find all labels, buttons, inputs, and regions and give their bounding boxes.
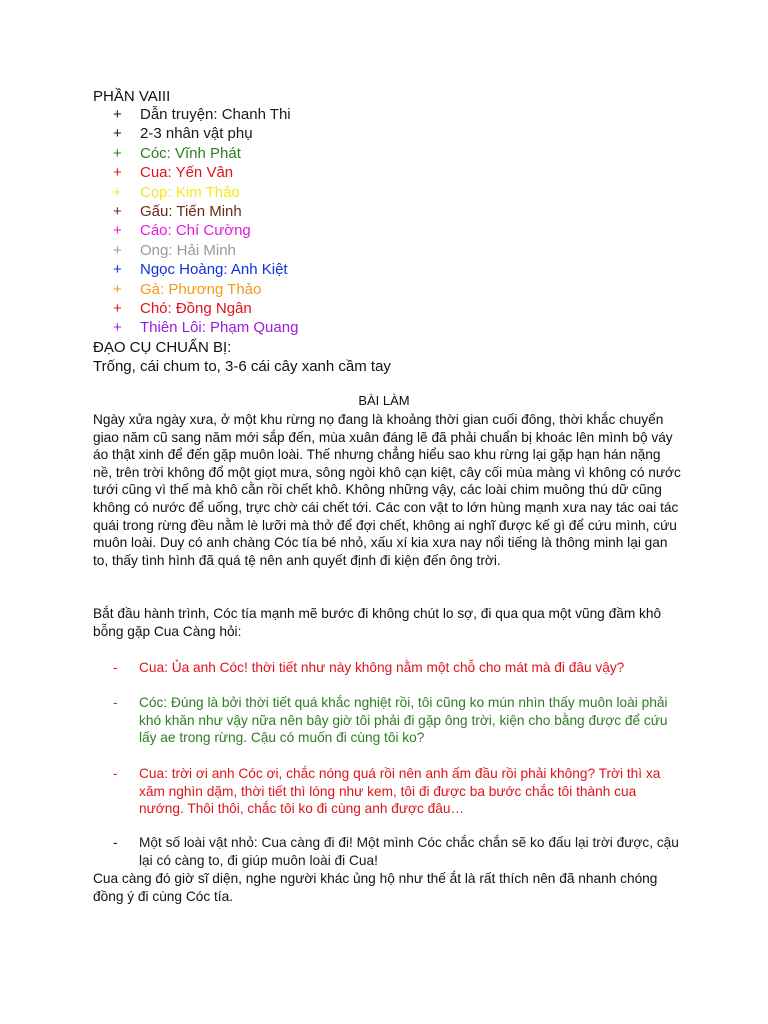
cast-text: Cóc: Vĩnh Phát xyxy=(140,144,241,162)
dash-bullet: - xyxy=(113,835,118,850)
paragraph-intro: Ngày xửa ngày xưa, ở một khu rừng nọ đang là khoảng thời gian cuối đông, thời khắc chuyển giao năm cũ sang năm mới sắp đến, mùa xuân đáng lẽ đã phải chuẩn bị khoác lên mình bộ váy áo thật xinh để đến gặp muôn loài. Thế nhưng chẳng hiểu sao khu rừng lại gặp hạn hán nặng nề, trên trời không đổ một giọt mưa, sông ngòi khô cạn kiệt, cây cối mùa màng vì không có nước tưới cũng vì thế mà khô cằn rồi chết khô. Không những vậy, các loài chim muông thú dữ cũng không có nước để uống, trực chờ cái chết tới. Các con vật to lớn hùng mạnh xưa nay tác oai tác quái trong rừng đều nằm lè lưỡi mà thở để đợi chết, không ai nghĩ được kế gì để cứu mình, cứu muôn loài. Duy có anh chàng Cóc tía bé nhỏ, xấu xí kia xưa nay nổi tiếng là thông minh lại gan to, thấy tình hình đã quá tệ nên anh quyết định đi kiện đến ông trời. xyxy=(93,412,681,568)
cast-item xyxy=(113,241,298,260)
dash-bullet: - xyxy=(113,660,118,675)
bullet-plus: + xyxy=(113,280,122,298)
cast-text: Chó: Đồng Ngân xyxy=(140,300,252,318)
dialogue-item xyxy=(113,834,683,869)
cast-text: Cọp: Kim Thảo xyxy=(140,183,240,201)
cast-text: Thiên Lôi: Phạm Quang xyxy=(140,319,299,337)
cast-item xyxy=(113,163,298,182)
dialogue-item xyxy=(113,694,683,747)
bullet-plus: + xyxy=(113,300,122,318)
dialogue-text: Cua: Ủa anh Cóc! thời tiết như này không nằm một chỗ cho mát mà đi đâu vậy? xyxy=(139,660,625,675)
cast-list xyxy=(113,105,298,338)
cast-item xyxy=(113,318,298,337)
paragraph-journey: Bắt đầu hành trình, Cóc tía mạnh mẽ bước đi không chút lo sợ, đi qua qua một vũng đầm khô bỗng gặp Cua Càng hỏi: xyxy=(93,606,662,639)
bullet-plus: + xyxy=(113,222,122,240)
cast-item xyxy=(113,260,298,279)
cast-item xyxy=(113,144,298,163)
cast-text: Gà: Phương Thảo xyxy=(140,280,262,298)
cast-item xyxy=(113,105,298,124)
dash-bullet: - xyxy=(113,695,118,710)
bullet-plus: + xyxy=(113,203,122,221)
cast-text: Dẫn truyện: Chanh Thi xyxy=(140,106,291,123)
dialogue-item xyxy=(113,659,683,677)
part-title: PHẦN VAIII xyxy=(93,88,171,105)
cast-text: Cua: Yến Vân xyxy=(140,164,234,182)
paragraph-agreement: Cua càng đó giờ sĩ diện, nghe người khác ủng hộ như thế ắt là rất thích nên đã nhanh chóng đồng ý đi cùng Cóc tía. xyxy=(93,871,658,904)
bullet-plus: + xyxy=(113,106,122,123)
cast-item xyxy=(113,221,298,240)
props-text: Trống, cái chum to, 3-6 cái cây xanh cầm tay xyxy=(93,358,391,375)
dash-bullet: - xyxy=(113,766,118,781)
cast-text: Ong: Hải Minh xyxy=(140,241,236,259)
bullet-plus: + xyxy=(113,261,122,279)
cast-item xyxy=(113,202,298,221)
cast-text: 2-3 nhân vật phụ xyxy=(140,125,253,143)
bullet-plus: + xyxy=(113,144,122,162)
dialogue-item xyxy=(113,765,683,818)
cast-text: Cáo: Chí Cường xyxy=(140,222,251,240)
bullet-plus: + xyxy=(113,125,122,143)
essay-title: BÀI LÀM xyxy=(358,393,410,408)
dialogue-text: Một số loài vật nhỏ: Cua càng đi đi! Một mình Cóc chắc chắn sẽ ko đấu lại trời được, cậu lại có càng to, đi giúp muôn loài đi Cua! xyxy=(139,835,679,868)
cast-text: Gấu: Tiến Minh xyxy=(140,203,242,221)
bullet-plus: + xyxy=(113,319,122,337)
bullet-plus: + xyxy=(113,241,122,259)
bullet-plus: + xyxy=(113,164,122,182)
cast-item xyxy=(113,183,298,202)
cast-text: Ngọc Hoàng: Anh Kiệt xyxy=(140,261,288,279)
props-heading: ĐẠO CỤ CHUẨN BỊ: xyxy=(93,339,232,356)
dialogue-text: Cua: trời ơi anh Cóc ơi, chắc nóng quá rồi nên anh ấm đầu rồi phải không? Trời thì xa xăm nghìn dặm, thời tiết thì lóng như kem, tôi đi được ba bước chắc tôi thành cua nướng. Thôi thôi, chắc tôi ko đi cùng anh được đâu… xyxy=(139,766,661,817)
cast-item xyxy=(113,124,298,143)
bullet-plus: + xyxy=(113,183,122,201)
cast-item xyxy=(113,280,298,299)
cast-item xyxy=(113,299,298,318)
dialogue-text: Cóc: Đúng là bởi thời tiết quá khắc nghiệt rồi, tôi cũng ko mún nhìn thấy muôn loài phải khó khăn như vậy nữa nên bây giờ tôi phải đi gặp ông trời, kiện cho bằng được để cứu lấy ae trong rừng. Cậu có muốn đi cùng tôi ko? xyxy=(139,695,668,746)
